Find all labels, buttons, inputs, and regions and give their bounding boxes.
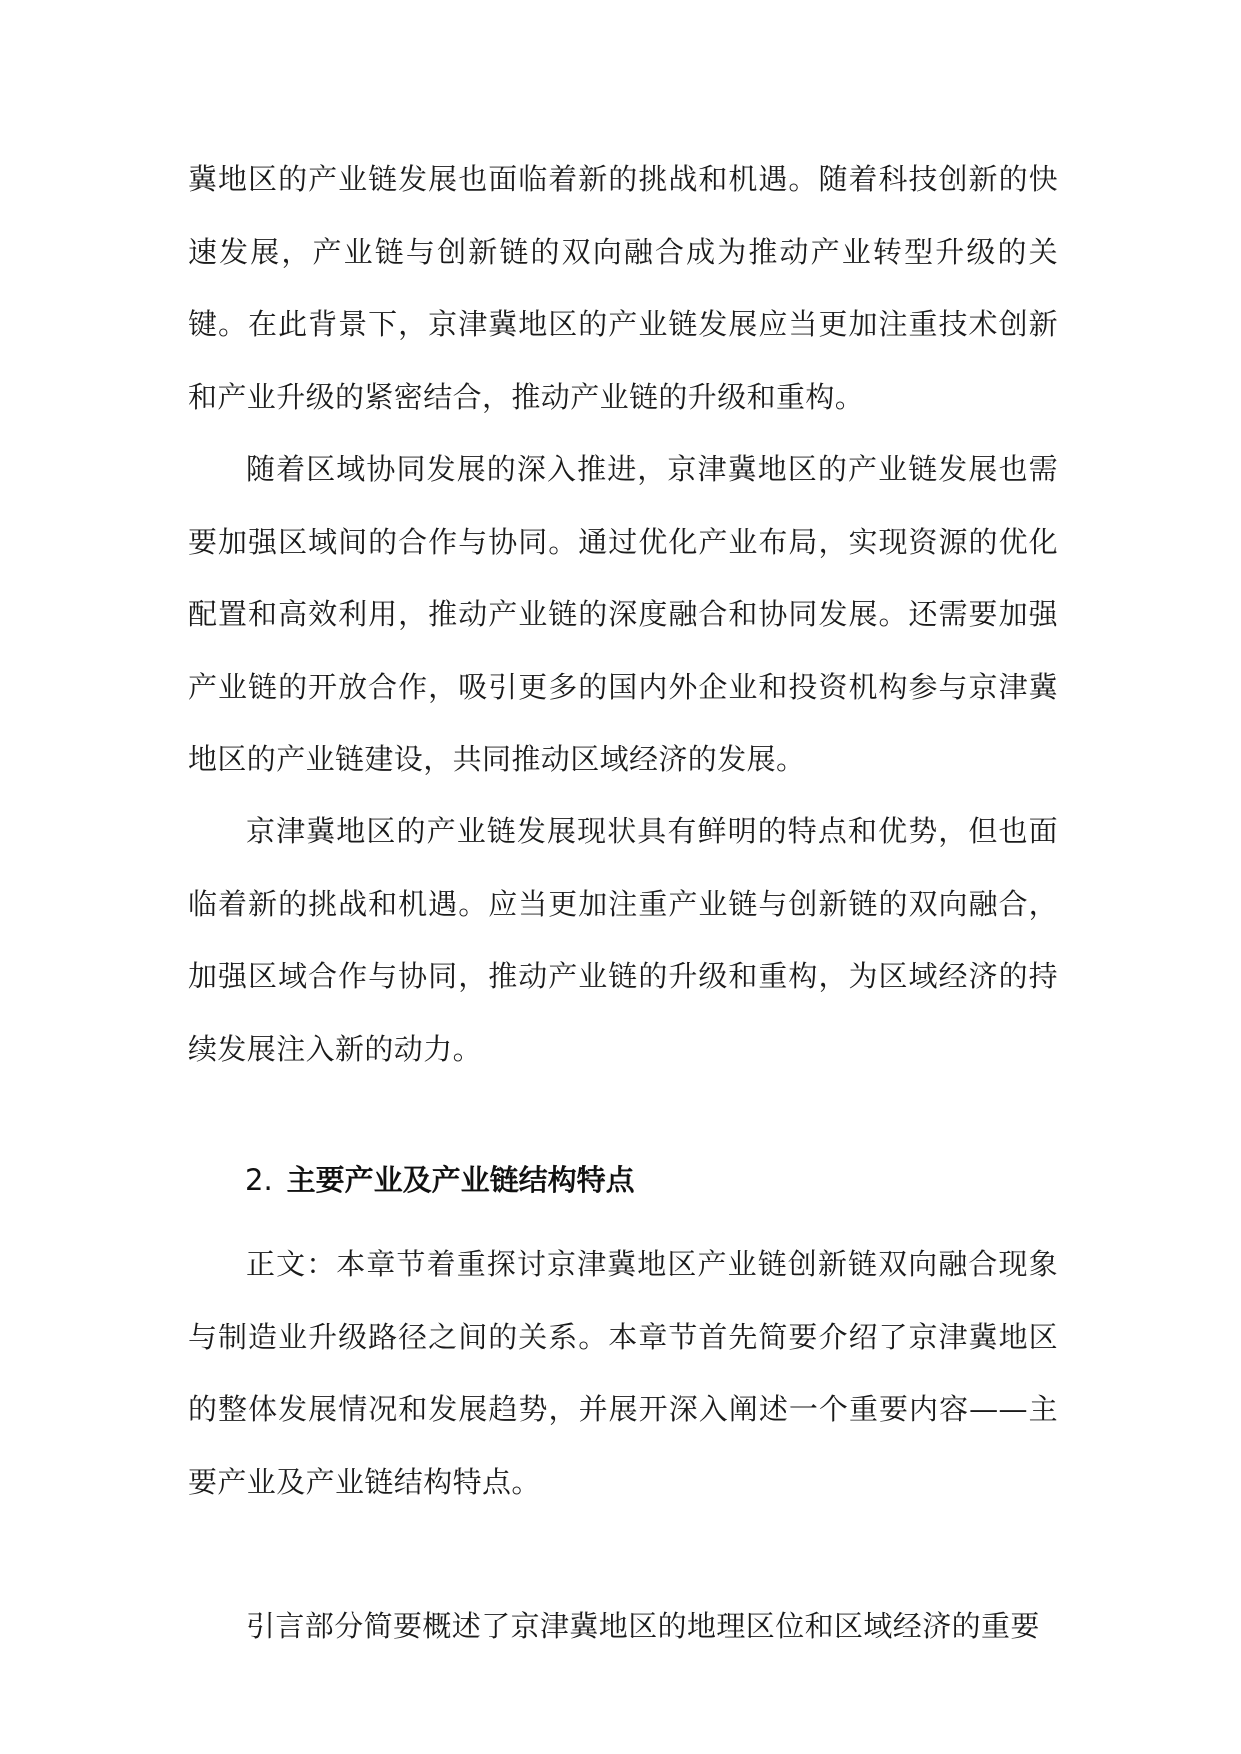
section-title: 主要产业及产业链结构特点 bbox=[286, 1163, 635, 1197]
body-paragraph-regional-cooperation: 随着区域协同发展的深入推进，京津冀地区的产业链发展也需要加强区域间的合作与协同。通过优化产业布局，实现资源的优化配置和高效利用，推动产业链的深度融合和协同发展。还需要加强产业链的开放合作，吸引更多的国内外企业和投资机构参与京津冀地区的产业链建设，共同推动区域经济的发展。 bbox=[188, 452, 1058, 776]
section-number: 2. bbox=[245, 1163, 273, 1197]
body-paragraph-summary: 京津冀地区的产业链发展现状具有鲜明的特点和优势，但也面临着新的挑战和机遇。应当更加注重产业链与创新链的双向融合，加强区域合作与协同，推动产业链的升级和重构，为区域经济的持续发展注入新的动力。 bbox=[188, 814, 1058, 1066]
body-paragraph-introduction: 引言部分简要概述了京津冀地区的地理区位和区域经济的重要 bbox=[246, 1609, 1040, 1643]
body-paragraph-main-text: 正文：本章节着重探讨京津冀地区产业链创新链双向融合现象与制造业升级路径之间的关系。本章节首先简要介绍了京津冀地区的整体发展情况和发展趋势，并展开深入阐述一个重要内容——主要产业及产业链结构特点。 bbox=[188, 1247, 1058, 1499]
section-heading bbox=[245, 1160, 635, 1200]
body-paragraph-continued: 冀地区的产业链发展也面临着新的挑战和机遇。随着科技创新的快速发展，产业链与创新链的双向融合成为推动产业转型升级的关键。在此背景下，京津冀地区的产业链发展应当更加注重技术创新和产业升级的紧密结合，推动产业链的升级和重构。 bbox=[188, 162, 1058, 414]
